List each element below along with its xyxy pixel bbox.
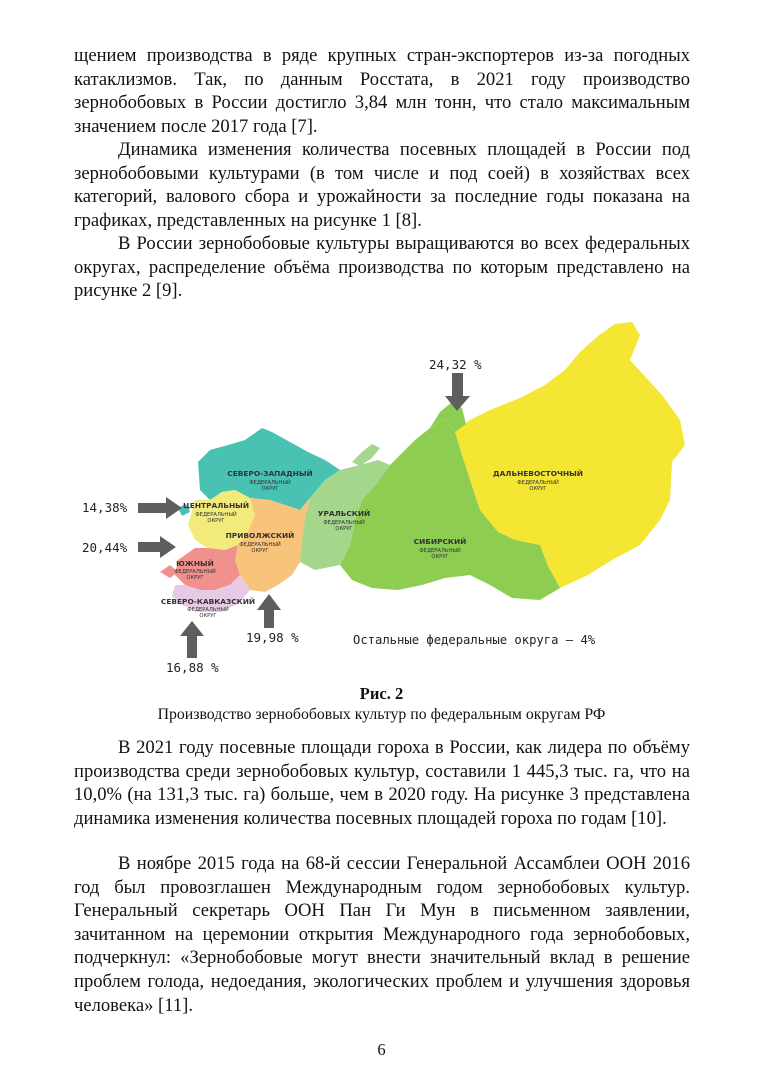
share-north-caucasus: 16,88 % — [166, 660, 219, 675]
label-south-sub1: ФЕДЕРАЛЬНЫЙ — [174, 569, 216, 575]
label-central-sub1: ФЕДЕРАЛЬНЫЙ — [195, 512, 237, 518]
paragraph-4: В 2021 году посевные площади гороха в России, как лидера по объёму производства среди зернобобовых культур, составили 1 445,3 тыс. га, что на 10,0% (на 131,3 тыс. га) больше, чем в 2020 году. На рисунке 3 представлена динамика изменения количества посевных площадей гороха по годам [10]. — [74, 737, 690, 829]
label-siberian-sub1: ФЕДЕРАЛЬНЫЙ — [419, 548, 461, 554]
label-north-caucasus-sub2: ОКРУГ — [199, 613, 217, 619]
paragraph-1: щением производства в ряде крупных стран-экспортеров из-за погодных катаклизмов. Так, по данным Росстата, в 2021 году производство зернобобовых в России достигло 3,84 млн тонн, что стало максимальным значением после 2017 года [7]. — [74, 45, 690, 137]
label-urals-sub2: ОКРУГ — [335, 526, 353, 532]
arrow-south — [138, 536, 176, 558]
paragraph-2: Динамика изменения количества посевных площадей в России под зернобобовыми культурами (в том числе и под соей) в хозяйствах всех категорий, валового сбора и урожайности за последние годы показана на графиках, представленных на рисунке 1 [8]. — [74, 139, 690, 231]
label-far-east-sub2: ОКРУГ — [529, 486, 547, 492]
federal-districts-map — [60, 318, 700, 680]
share-central: 14,38% — [82, 500, 128, 515]
share-south: 20,44% — [82, 540, 128, 555]
label-north-caucasus: СЕВЕРО-КАВКАЗСКИЙ — [160, 597, 256, 606]
label-volga-sub2: ОКРУГ — [251, 548, 269, 554]
label-far-east-sub1: ФЕДЕРАЛЬНЫЙ — [517, 480, 559, 486]
figure-title: Производство зернобобовых культур по федеральным округам РФ — [157, 706, 606, 723]
label-central: ЦЕНТРАЛЬНЫЙ — [182, 501, 250, 510]
label-south: ЮЖНЫЙ — [176, 559, 214, 568]
figure-number: Рис. 2 — [359, 684, 404, 703]
label-volga-sub1: ФЕДЕРАЛЬНЫЙ — [239, 542, 281, 548]
share-volga: 19,98 % — [246, 630, 299, 645]
label-northwest-sub2: ОКРУГ — [261, 486, 279, 492]
label-north-caucasus-sub1: ФЕДЕРАЛЬНЫЙ — [187, 607, 229, 613]
label-northwest: СЕВЕРО-ЗАПАДНЫЙ — [227, 469, 313, 478]
others-note: Остальные федеральные округа — 4% — [353, 633, 596, 647]
arrow-north-caucasus — [180, 621, 204, 658]
arrow-central — [138, 497, 182, 519]
label-northwest-sub1: ФЕДЕРАЛЬНЫЙ — [249, 480, 291, 486]
label-volga: ПРИВОЛЖСКИЙ — [225, 531, 295, 540]
arrow-volga — [257, 594, 281, 628]
label-siberian-sub2: ОКРУГ — [431, 554, 449, 560]
label-south-sub2: ОКРУГ — [186, 575, 204, 581]
label-far-east: ДАЛЬНЕВОСТОЧНЫЙ — [493, 469, 583, 478]
label-central-sub2: ОКРУГ — [207, 518, 225, 524]
label-urals: УРАЛЬСКИЙ — [317, 509, 371, 518]
label-urals-sub1: ФЕДЕРАЛЬНЫЙ — [323, 520, 365, 526]
label-siberian: СИБИРСКИЙ — [413, 537, 467, 546]
share-siberian: 24,32 % — [429, 357, 482, 372]
paragraph-3: В России зернобобовые культуры выращиваются во всех федеральных округах, распределение объёма производства по которым представлено на рисунке 2 [9]. — [74, 233, 690, 302]
page-number: 6 — [377, 1040, 386, 1059]
paragraph-5: В ноябре 2015 года на 68-й сессии Генеральной Ассамблеи ООН 2016 год был провозглашен Международным годом зернобобовых культур. Генеральный секретарь ООН Пан Ги Мун в письменном заявлении, зачитанном на церемонии открытия Международного года зернобобовых, подчеркнул: «Зернобобовые могут внести значительный вклад в решение проблем голода, недоедания, экологических проблем и улучшения здоровья человека» [11]. — [74, 853, 690, 1016]
